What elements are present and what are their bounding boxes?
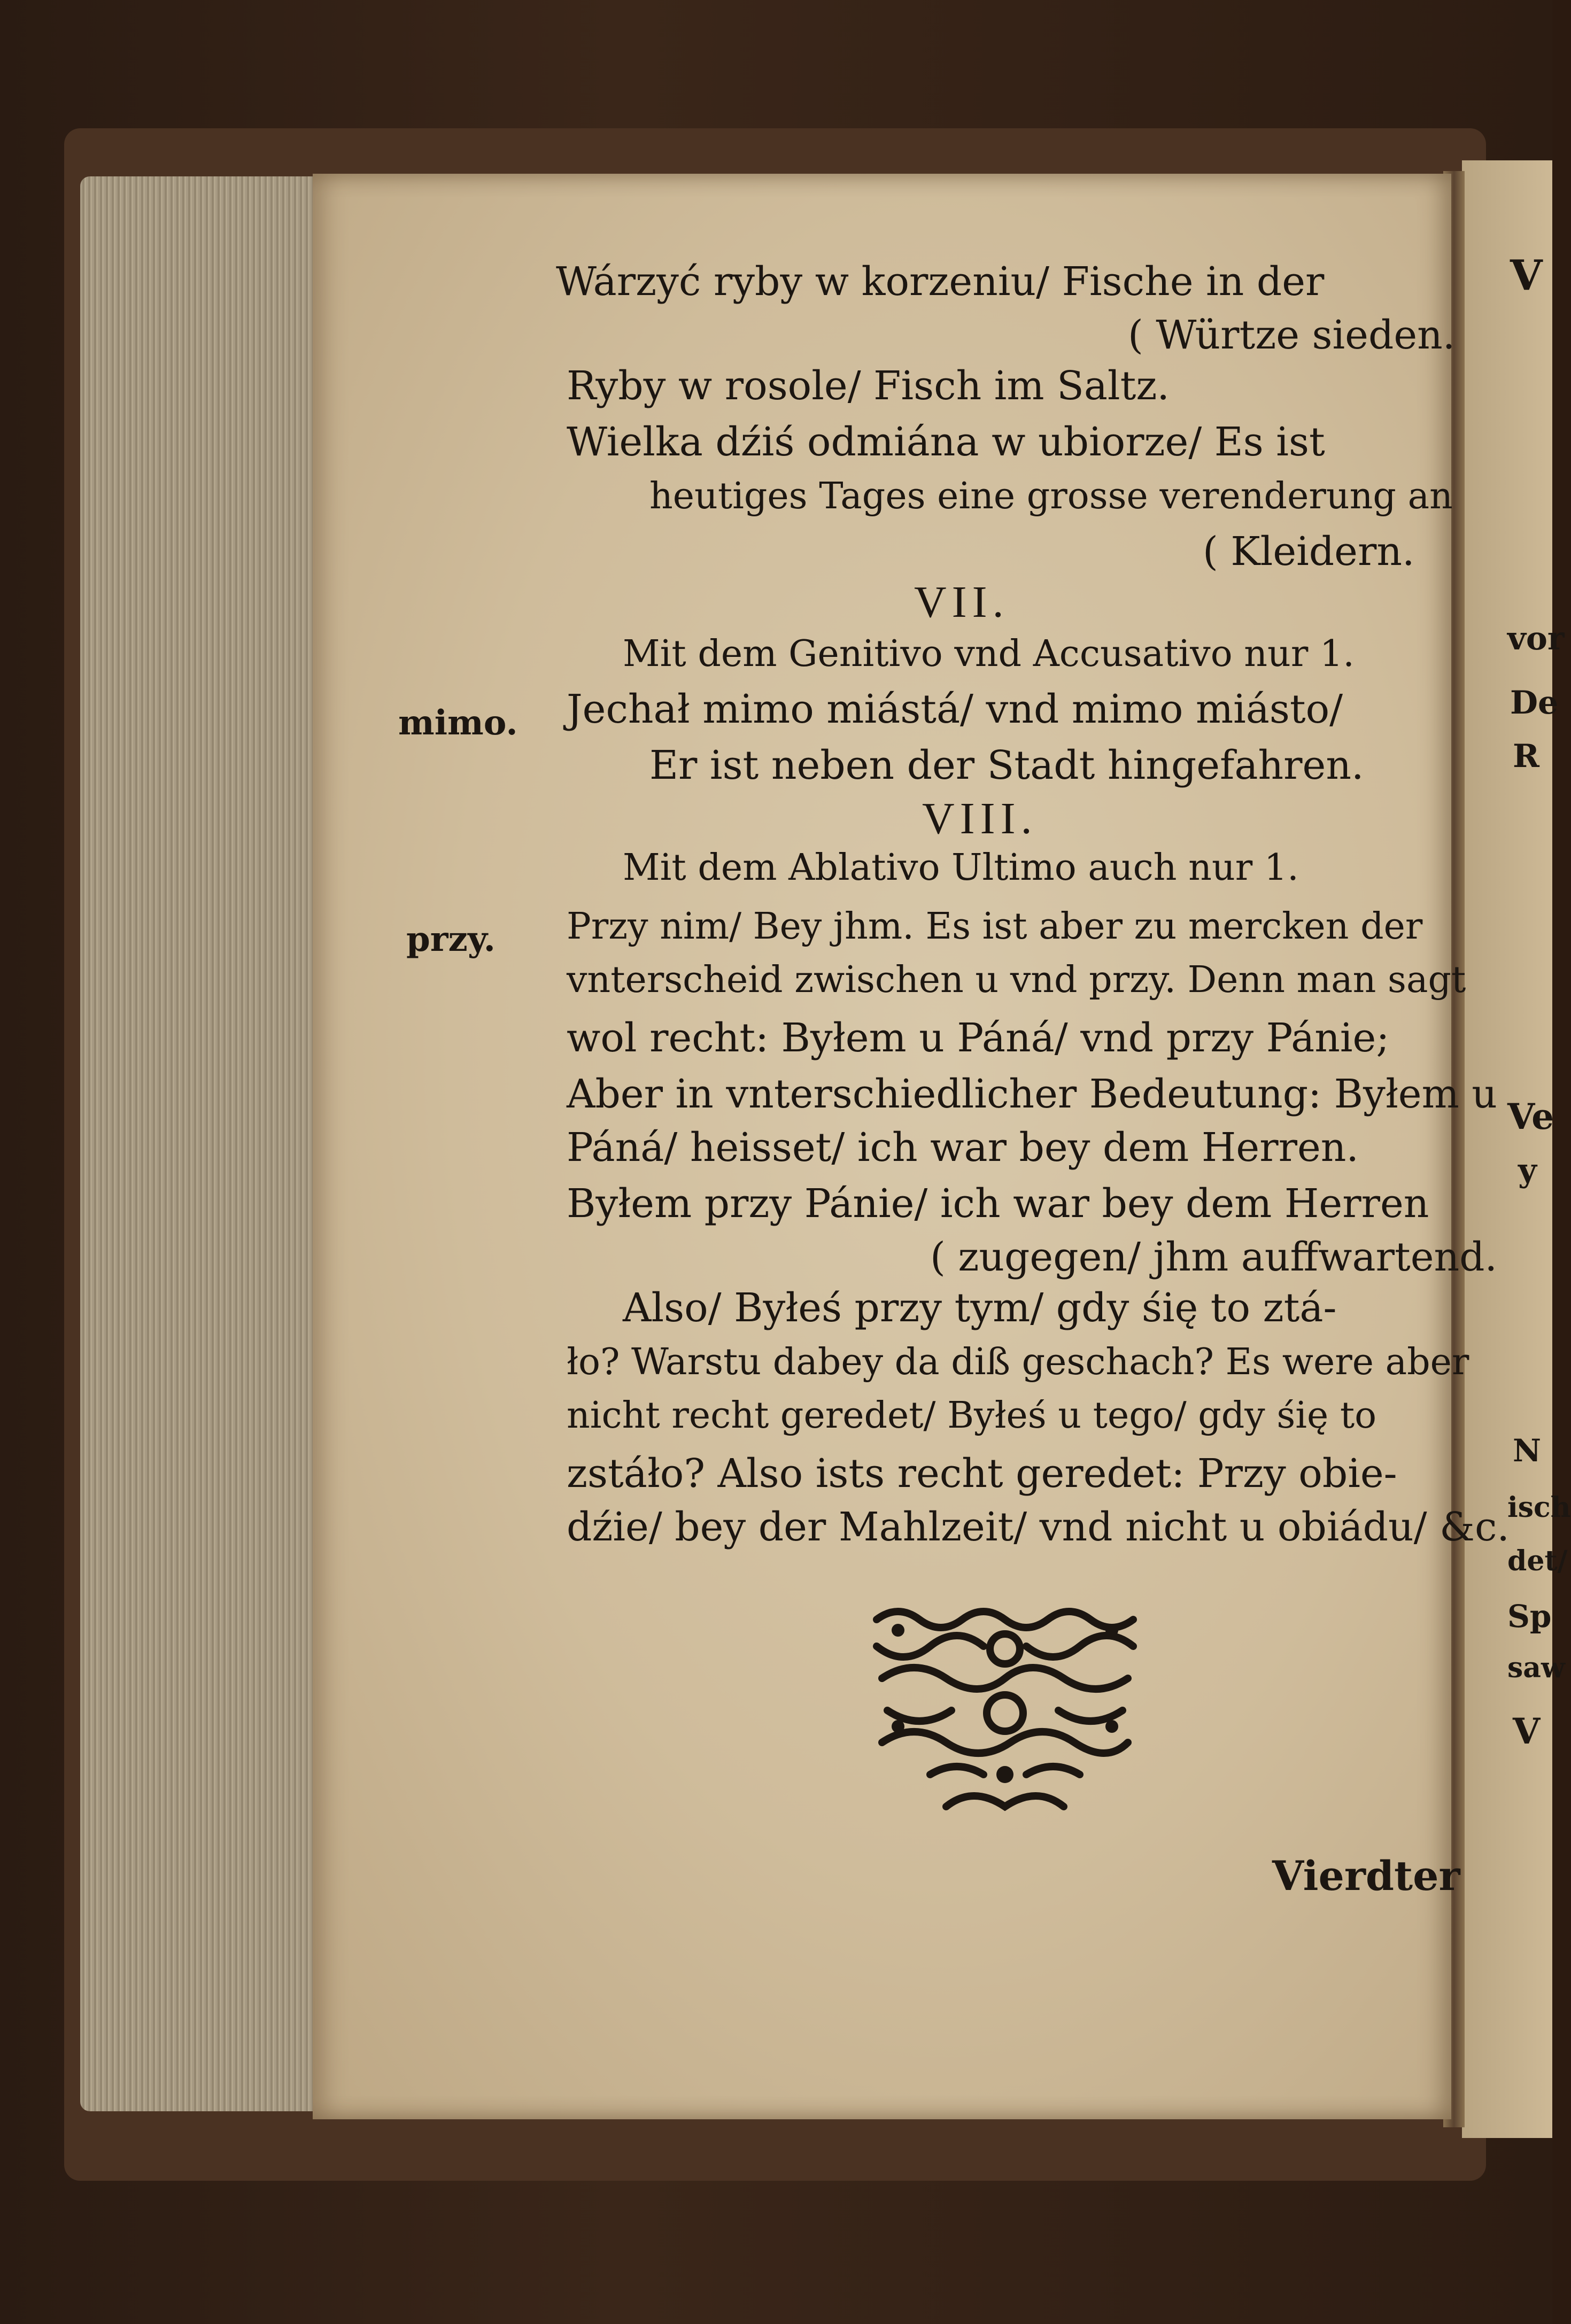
facing-fragment-9: det/ bbox=[1507, 1545, 1568, 1577]
text-line-4: Wielka dźiś odmiána w ubiorze/ Es ist bbox=[567, 419, 1325, 465]
text-line-20: Also/ Byłeś przy tym/ gdy śię to ztá- bbox=[623, 1285, 1337, 1331]
page-edges bbox=[80, 176, 315, 2111]
text-line-9: Jechał mimo miástá/ vnd mimo miásto/ bbox=[567, 686, 1343, 732]
text-line-13: Przy nim/ Bey jhm. Es ist aber zu mercken der bbox=[567, 905, 1423, 948]
text-line-8: Mit dem Genitivo vnd Accusativo nur 1. bbox=[623, 633, 1355, 675]
text-line-2: ( Würtze sieden. bbox=[1128, 312, 1456, 358]
facing-page bbox=[1462, 160, 1552, 2138]
text-line-10: Er ist neben der Stadt hingefahren. bbox=[649, 742, 1364, 788]
text-line-14: vnterscheid zwischen u vnd przy. Denn man sagt bbox=[567, 959, 1466, 1001]
facing-fragment-3: De bbox=[1510, 684, 1559, 722]
text-line-19: ( zugegen/ jhm auffwartend. bbox=[930, 1234, 1498, 1280]
catchword: Vierdter bbox=[1272, 1852, 1460, 1900]
margin-note-przy: przy. bbox=[406, 919, 496, 959]
section-heading-vii: VII. bbox=[914, 577, 1009, 627]
facing-fragment-8: isch bbox=[1507, 1491, 1571, 1524]
facing-fragment-4: R bbox=[1513, 738, 1539, 775]
text-line-3: Ryby w rosole/ Fisch im Saltz. bbox=[567, 363, 1170, 409]
text-line-5: heutiges Tages eine grosse verenderung an bbox=[649, 475, 1453, 517]
printers-ornament bbox=[866, 1598, 1144, 1823]
text-line-24: dźie/ bey der Mahlzeit/ vnd nicht u obiádu/ &c. bbox=[567, 1504, 1510, 1550]
text-line-6: ( Kleidern. bbox=[1203, 529, 1415, 575]
text-line-21: ło? Warstu dabey da diß geschach? Es were aber bbox=[567, 1341, 1469, 1383]
section-heading-viii: VIII. bbox=[922, 794, 1038, 843]
facing-fragment-6: y bbox=[1518, 1152, 1537, 1189]
text-line-18: Byłem przy Pánie/ ich war bey dem Herren bbox=[567, 1181, 1429, 1227]
facing-fragment-2: vor bbox=[1507, 620, 1565, 657]
text-line-17: Páná/ heisset/ ich war bey dem Herren. bbox=[567, 1125, 1359, 1171]
text-line-1: Wárzyć ryby w korzeniu/ Fische in der bbox=[556, 259, 1325, 305]
margin-note-mimo: mimo. bbox=[398, 703, 518, 743]
text-line-23: zstáło? Also ists recht geredet: Przy obie- bbox=[567, 1451, 1397, 1497]
facing-fragment-7: N bbox=[1513, 1432, 1542, 1469]
text-line-22: nicht recht geredet/ Byłeś u tego/ gdy śię to bbox=[567, 1395, 1377, 1437]
text-line-16: Aber in vnterschiedlicher Bedeutung: Byłem u bbox=[567, 1071, 1497, 1117]
facing-fragment-12: V bbox=[1513, 1710, 1541, 1752]
text-line-12: Mit dem Ablativo Ultimo auch nur 1. bbox=[623, 847, 1299, 889]
facing-fragment-11: saw bbox=[1507, 1652, 1565, 1684]
facing-fragment-5: Ve bbox=[1507, 1096, 1554, 1137]
text-line-15: wol recht: Byłem u Páná/ vnd przy Pánie; bbox=[567, 1015, 1390, 1061]
facing-fragment-10: Sp bbox=[1507, 1598, 1552, 1634]
facing-fragment-1: V bbox=[1510, 251, 1543, 300]
